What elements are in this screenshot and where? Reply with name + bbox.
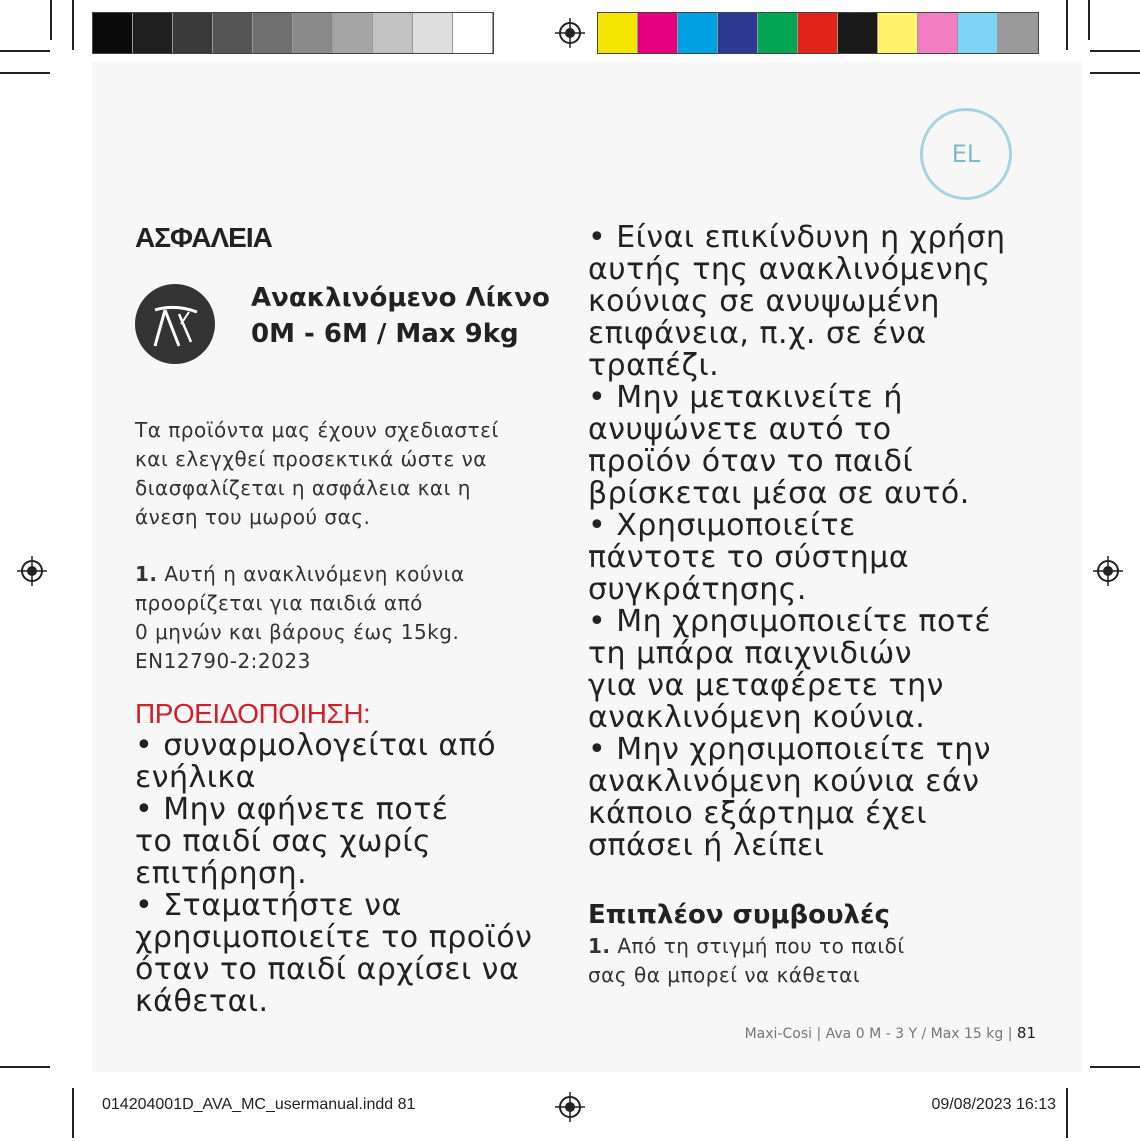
crop-mark — [1088, 0, 1090, 40]
text-line: ενήλικα — [135, 760, 256, 795]
tips-title: Επιπλέον συμβουλές — [588, 900, 890, 930]
text-line: κάποιο εξάρτημα έχει — [588, 796, 928, 831]
registration-mark-icon — [555, 18, 585, 48]
text-line: προϊόν όταν το παιδί — [588, 444, 914, 479]
right-column — [588, 222, 1028, 990]
color-swatch — [253, 13, 293, 53]
text-line: χρησιμοποιείτε το προϊόν — [135, 920, 533, 955]
color-swatch — [373, 13, 413, 53]
text-line: τη μπάρα παιχνιδιών — [588, 636, 913, 671]
text-line: σας θα μπορεί να κάθεται — [588, 963, 861, 987]
text-line: • Μην αφήνετε ποτέ — [135, 792, 449, 827]
color-swatch — [638, 13, 678, 53]
text-line: • συναρμολογείται από — [135, 728, 497, 763]
footer-brand: Maxi-Cosi — [744, 1026, 813, 1042]
numbered-paragraph — [135, 560, 555, 676]
text-line: • Σταματήστε να — [135, 888, 402, 923]
process-color-bar — [597, 12, 1039, 54]
crop-mark — [1066, 0, 1068, 50]
product-block — [135, 272, 555, 362]
color-swatch — [798, 13, 838, 53]
color-swatch — [413, 13, 453, 53]
text-line: διασφαλίζεται η ασφάλεια και η — [135, 476, 471, 500]
color-swatch — [333, 13, 373, 53]
product-title — [251, 280, 550, 352]
text-line: σπάσει ή λείπει — [588, 828, 825, 863]
color-swatch — [838, 13, 878, 53]
crop-mark — [0, 72, 50, 74]
crop-mark — [1090, 72, 1140, 74]
slug-file: 014204001D_AVA_MC_usermanual.indd 81 — [102, 1096, 416, 1113]
text-line: EN12790-2:2023 — [135, 649, 311, 673]
text-line: ανακλινόμενη κούνια. — [588, 700, 926, 735]
text-line: και ελεγχθεί προσεκτικά ώστε να — [135, 447, 487, 471]
color-swatch — [133, 13, 173, 53]
footer-product: Ava 0 M - 3 Y / Max 15 kg — [825, 1026, 1004, 1042]
crop-mark — [1090, 1066, 1140, 1068]
text-line: κούνιας σε ανυψωμένη — [588, 284, 940, 319]
color-swatch — [718, 13, 758, 53]
warning-list — [135, 730, 555, 1018]
text-line: τραπέζι. — [588, 348, 720, 383]
text-line: ανυψώνετε αυτό το — [588, 412, 892, 447]
text-line: Τα προϊόντα μας έχουν σχεδιαστεί — [135, 418, 499, 442]
warning-list-continued — [588, 222, 1028, 862]
crop-mark — [72, 0, 74, 50]
page-number: 81 — [1016, 1024, 1036, 1042]
text-line: επιφάνεια, π.χ. σε ένα — [588, 316, 927, 351]
text-line: όταν το παιδί αρχίσει να — [135, 952, 520, 987]
slug-date: 09/08/2023 16:13 — [931, 1096, 1056, 1113]
section-title: ΑΣΦΑΛΕΙΑ — [135, 222, 272, 253]
color-swatch — [958, 13, 998, 53]
color-swatch — [293, 13, 333, 53]
color-swatch — [998, 13, 1038, 53]
text-line: προορίζεται για παιδιά από — [135, 591, 423, 615]
crop-mark — [1090, 50, 1140, 52]
text-line: ανακλινόμενη κούνια εάν — [588, 764, 980, 799]
color-swatch — [758, 13, 798, 53]
text-line: • Μη χρησιμοποιείτε ποτέ — [588, 604, 992, 639]
registration-mark-icon — [555, 1092, 585, 1122]
crop-mark — [72, 1088, 74, 1138]
color-swatch — [878, 13, 918, 53]
text-line: κάθεται. — [135, 984, 269, 1019]
color-swatch — [453, 13, 493, 53]
color-swatch — [93, 13, 133, 53]
item-number: 1. — [588, 934, 611, 958]
product-title-line: 0M - 6M / Max 9kg — [251, 319, 519, 349]
text-line: συγκράτησης. — [588, 572, 807, 607]
color-swatch — [173, 13, 213, 53]
left-column — [135, 222, 555, 1018]
text-line: • Μην χρησιμοποιείτε την — [588, 732, 991, 767]
text-line: • Μην μετακινείτε ή — [588, 380, 903, 415]
crop-mark — [0, 50, 50, 52]
page-footer: Maxi-Cosi | Ava 0 M - 3 Y / Max 15 kg | 81 — [744, 1024, 1036, 1042]
product-title-line: Ανακλινόμενο Λίκνο — [251, 283, 550, 313]
reclining-cradle-icon — [135, 284, 215, 364]
crop-mark — [50, 0, 52, 40]
crop-mark — [0, 1066, 50, 1068]
grayscale-color-bar — [92, 12, 494, 54]
text-line: αυτής της ανακλινόμενης — [588, 252, 991, 287]
color-swatch — [598, 13, 638, 53]
text-span: Από τη στιγμή που το παιδί — [617, 934, 905, 958]
text-span: Αυτή η ανακλινόμενη κούνια — [164, 562, 465, 586]
text-line: • Είναι επικίνδυνη η χρήση — [588, 220, 1006, 255]
text-line — [135, 560, 555, 589]
text-line: • Χρησιμοποιείτε — [588, 508, 856, 543]
text-line — [588, 932, 1028, 961]
registration-mark-icon — [1093, 556, 1123, 586]
language-badge: EL — [920, 108, 1012, 200]
numbered-paragraph — [588, 932, 1028, 990]
text-line: επιτήρηση. — [135, 856, 308, 891]
item-number: 1. — [135, 562, 158, 586]
text-line: για να μεταφέρετε την — [588, 668, 944, 703]
text-line: πάντοτε το σύστημα — [588, 540, 910, 575]
text-line: βρίσκεται μέσα σε αυτό. — [588, 476, 970, 511]
text-line: άνεση του μωρού σας. — [135, 505, 371, 529]
color-swatch — [678, 13, 718, 53]
color-swatch — [213, 13, 253, 53]
intro-paragraph — [135, 416, 555, 532]
warning-title: ΠΡΟΕΙΔΟΠΟΙΗΣΗ: — [135, 698, 371, 729]
registration-mark-icon — [17, 556, 47, 586]
text-line: το παιδί σας χωρίς — [135, 824, 432, 859]
crop-mark — [1066, 1088, 1068, 1138]
color-swatch — [918, 13, 958, 53]
text-line: 0 μηνών και βάρους έως 15kg. — [135, 620, 460, 644]
